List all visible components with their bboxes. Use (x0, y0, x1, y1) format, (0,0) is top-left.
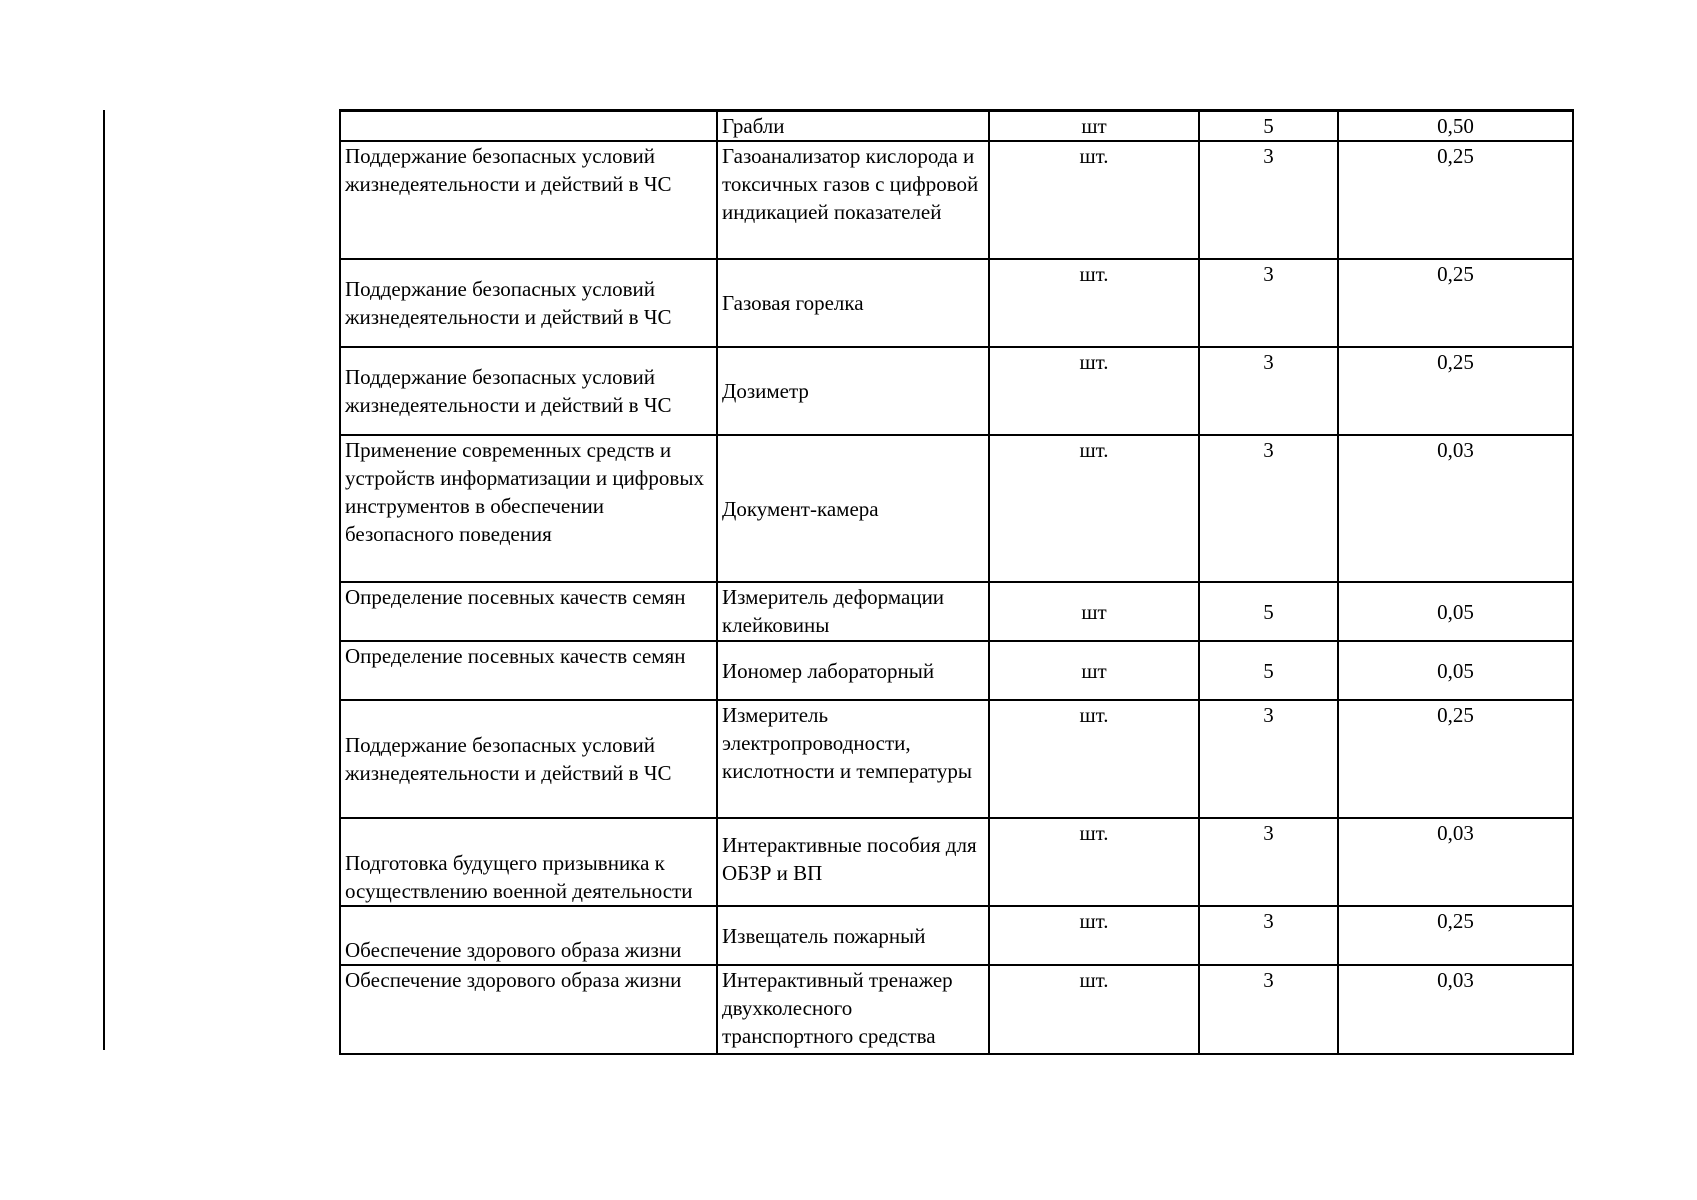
coefficient-cell: 0,03 (1338, 435, 1573, 582)
unit-cell: шт. (989, 347, 1199, 435)
equipment-name-cell: Измеритель электропроводности, кислотности и температуры (717, 700, 989, 818)
area-cell (340, 111, 717, 142)
equipment-name-cell: Измеритель деформации клейковины (717, 582, 989, 641)
quantity-cell: 5 (1199, 111, 1338, 142)
unit-cell: шт. (989, 259, 1199, 347)
unit-cell: шт (989, 582, 1199, 641)
quantity-cell: 3 (1199, 818, 1338, 906)
table-row (340, 259, 1573, 347)
table-row (340, 347, 1573, 435)
area-cell: Поддержание безопасных условий жизнедеятельности и действий в ЧС (340, 347, 717, 435)
area-cell: Поддержание безопасных условий жизнедеятельности и действий в ЧС (340, 700, 717, 818)
area-cell: Применение современных средств и устройств информатизации и цифровых инструментов в обеспечении безопасного поведения (340, 435, 717, 582)
table-row (340, 965, 1573, 1054)
quantity-cell: 5 (1199, 641, 1338, 700)
table-row (340, 435, 1573, 582)
quantity-cell: 5 (1199, 582, 1338, 641)
area-cell: Подготовка будущего призывника к осуществлению военной деятельности (340, 818, 717, 906)
unit-cell: шт (989, 641, 1199, 700)
unit-cell: шт (989, 111, 1199, 142)
area-cell: Обеспечение здорового образа жизни (340, 906, 717, 965)
equipment-table (339, 109, 1574, 1055)
equipment-name-cell: Грабли (717, 111, 989, 142)
coefficient-cell: 0,03 (1338, 818, 1573, 906)
area-cell: Поддержание безопасных условий жизнедеятельности и действий в ЧС (340, 141, 717, 259)
coefficient-cell: 0,25 (1338, 347, 1573, 435)
coefficient-cell: 0,05 (1338, 641, 1573, 700)
unit-cell: шт. (989, 435, 1199, 582)
unit-cell: шт. (989, 906, 1199, 965)
table-row (340, 641, 1573, 700)
table-row (340, 818, 1573, 906)
coefficient-cell: 0,05 (1338, 582, 1573, 641)
quantity-cell: 3 (1199, 965, 1338, 1054)
equipment-name-cell: Документ-камера (717, 435, 989, 582)
equipment-name-cell: Иономер лабораторный (717, 641, 989, 700)
unit-cell: шт. (989, 818, 1199, 906)
coefficient-cell: 0,03 (1338, 965, 1573, 1054)
coefficient-cell: 0,25 (1338, 906, 1573, 965)
quantity-cell: 3 (1199, 906, 1338, 965)
quantity-cell: 3 (1199, 259, 1338, 347)
coefficient-cell: 0,25 (1338, 141, 1573, 259)
table-row (340, 906, 1573, 965)
coefficient-cell: 0,50 (1338, 111, 1573, 142)
page-margin-line (103, 110, 105, 1050)
equipment-name-cell: Газовая горелка (717, 259, 989, 347)
coefficient-cell: 0,25 (1338, 259, 1573, 347)
equipment-name-cell: Интерактивный тренажер двухколесного транспортного средства (717, 965, 989, 1054)
quantity-cell: 3 (1199, 141, 1338, 259)
table-row (340, 582, 1573, 641)
equipment-name-cell: Извещатель пожарный (717, 906, 989, 965)
quantity-cell: 3 (1199, 435, 1338, 582)
unit-cell: шт. (989, 700, 1199, 818)
quantity-cell: 3 (1199, 347, 1338, 435)
equipment-name-cell: Интерактивные пособия для ОБЗР и ВП (717, 818, 989, 906)
unit-cell: шт. (989, 141, 1199, 259)
table-row (340, 111, 1573, 142)
coefficient-cell: 0,25 (1338, 700, 1573, 818)
table-row (340, 700, 1573, 818)
unit-cell: шт. (989, 965, 1199, 1054)
area-cell: Поддержание безопасных условий жизнедеятельности и действий в ЧС (340, 259, 717, 347)
equipment-name-cell: Дозиметр (717, 347, 989, 435)
equipment-name-cell: Газоанализатор кислорода и токсичных газов с цифровой индикацией показателей (717, 141, 989, 259)
table-row (340, 141, 1573, 259)
quantity-cell: 3 (1199, 700, 1338, 818)
area-cell: Обеспечение здорового образа жизни (340, 965, 717, 1054)
area-cell: Определение посевных качеств семян (340, 582, 717, 641)
area-cell: Определение посевных качеств семян (340, 641, 717, 700)
